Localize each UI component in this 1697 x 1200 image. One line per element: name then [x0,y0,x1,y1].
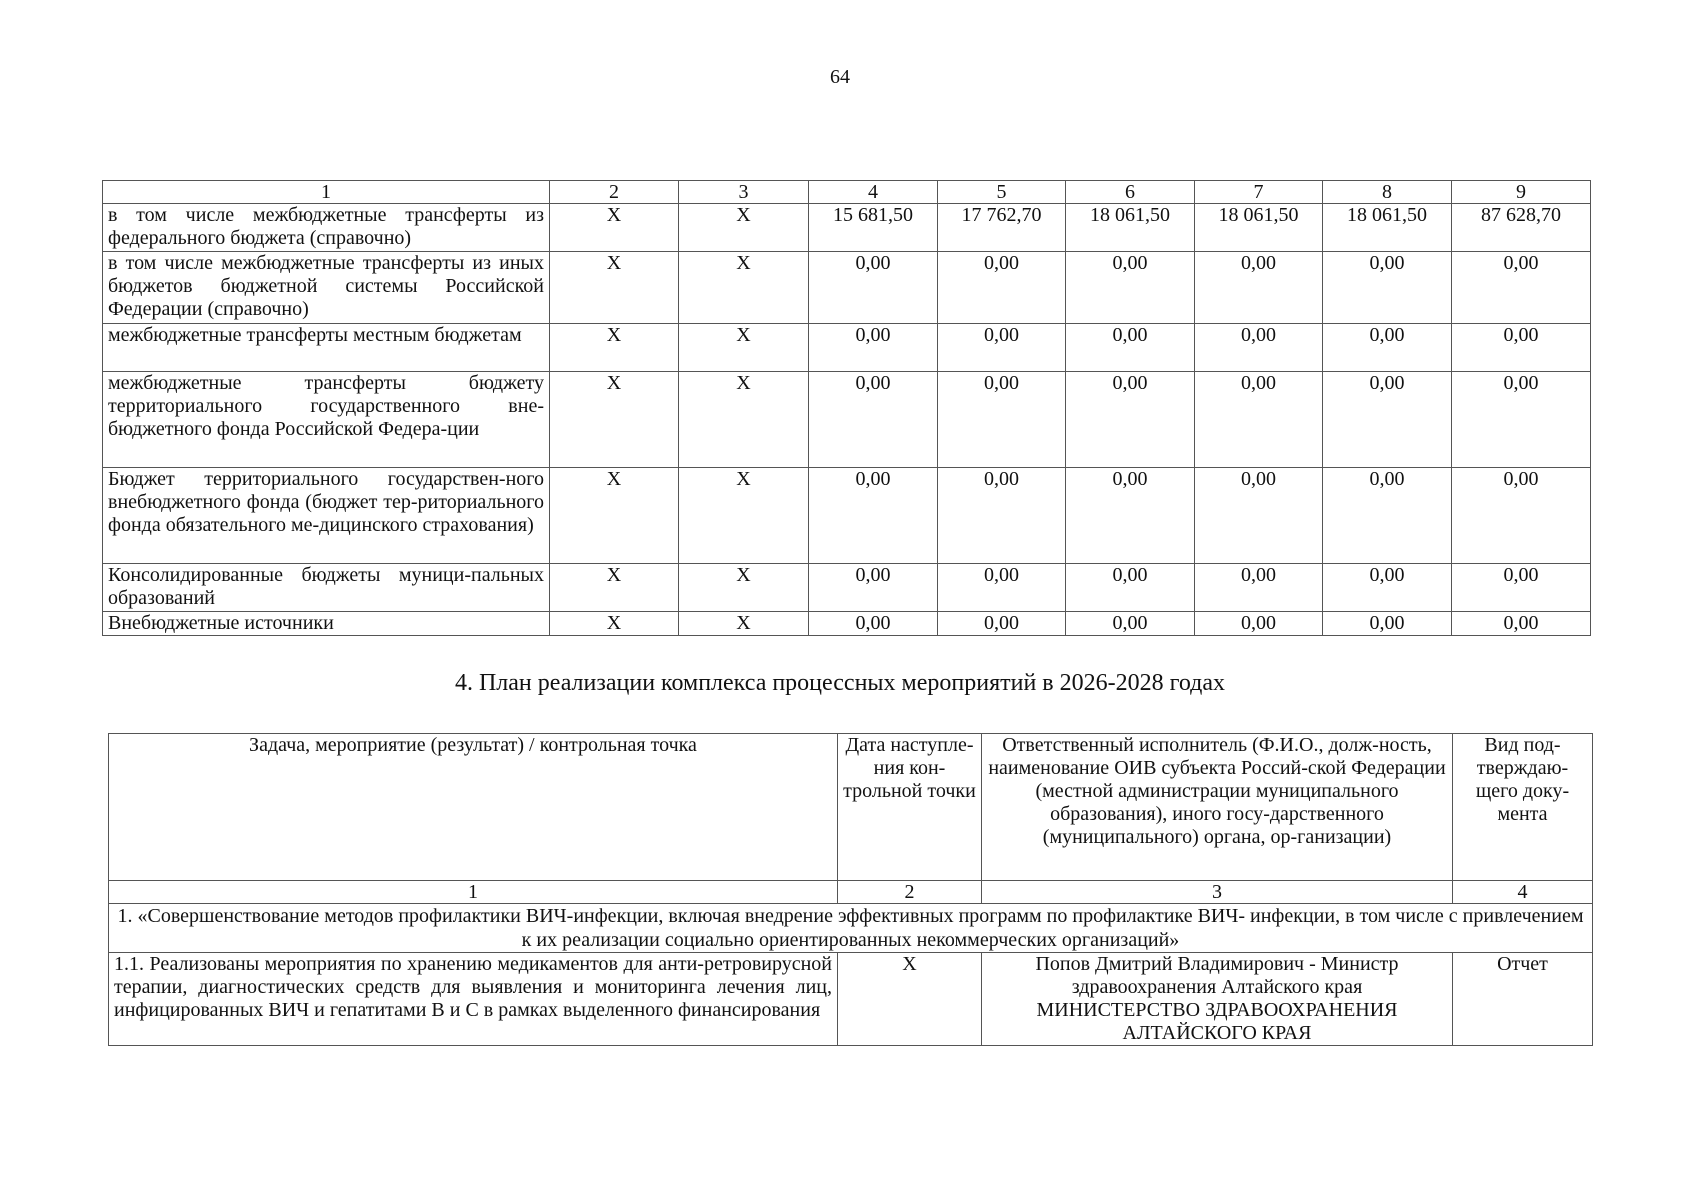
column-number: 4 [1453,881,1593,904]
cell-value: 0,00 [1066,324,1195,372]
cell-mark: X [679,324,809,372]
cell-mark: X [550,324,679,372]
row-label: межбюджетные трансферты местным бюджетам [103,324,550,372]
cell-value: 18 061,50 [1066,204,1195,252]
finance-table [102,180,1591,636]
cell-value: 0,00 [809,324,938,372]
cell-value: 15 681,50 [809,204,938,252]
plan-table [108,733,1593,1046]
table-row [103,468,1591,564]
table-row [103,324,1591,372]
header-document: Вид под-тверждаю-щего доку-мента [1453,734,1593,881]
column-number: 2 [838,881,982,904]
finance-column-number-row [103,181,1591,204]
column-number: 8 [1323,181,1452,204]
cell-value: 0,00 [938,564,1066,612]
cell-value: 0,00 [1066,252,1195,324]
cell-mark: X [679,612,809,636]
cell-value: 0,00 [1195,564,1323,612]
page-number: 64 [830,66,850,88]
column-number: 2 [550,181,679,204]
document-cell: Отчет [1453,953,1593,1046]
column-number: 5 [938,181,1066,204]
cell-value: 0,00 [1452,564,1591,612]
cell-value: 0,00 [938,612,1066,636]
column-number: 7 [1195,181,1323,204]
cell-value: 0,00 [1323,372,1452,468]
cell-mark: X [679,564,809,612]
cell-value: 0,00 [1323,564,1452,612]
cell-value: 0,00 [1195,372,1323,468]
cell-value: 0,00 [938,252,1066,324]
column-number: 9 [1452,181,1591,204]
activity-cell: 1.1. Реализованы мероприятия по хранению медикаментов для анти-ретровирусной терапии, диагностических средств для выявления и мониторинга лечения лиц, инфицированных ВИЧ и гепатитами В и С в рамках выделенного финансирования [109,953,838,1046]
cell-value: 0,00 [809,564,938,612]
task-row [109,904,1593,953]
cell-mark: X [550,468,679,564]
row-label: межбюджетные трансферты бюджету территориального государственного вне-бюджетного фонда Российской Федера-ции [103,372,550,468]
column-number: 1 [103,181,550,204]
column-number: 1 [109,881,838,904]
cell-value: 0,00 [1323,324,1452,372]
table-row [103,252,1591,324]
row-label: Внебюджетные источники [103,612,550,636]
cell-value: 0,00 [809,252,938,324]
task-title: 1. «Совершенствование методов профилактики ВИЧ-инфекции, включая внедрение эффективных программ по профилактике ВИЧ- инфекции, в том числе с привлечением к их реализации социально ориентированных некоммерческих организаций» [109,904,1593,953]
cell-value: 0,00 [1323,612,1452,636]
column-number: 6 [1066,181,1195,204]
cell-value: 0,00 [1066,564,1195,612]
cell-value: 0,00 [1323,252,1452,324]
cell-mark: X [550,204,679,252]
row-label: Бюджет территориального государствен-ного внебюджетного фонда (бюджет тер-риториального фонда обязательного ме-дицинского страхования) [103,468,550,564]
table-row [103,372,1591,468]
cell-value: 0,00 [1195,612,1323,636]
cell-value: 0,00 [809,468,938,564]
cell-mark: X [679,252,809,324]
cell-value: 0,00 [1452,252,1591,324]
header-responsible: Ответственный исполнитель (Ф.И.О., долж-ность, наименование ОИВ субъекта Россий-ской Федерации (местной администрации муниципального образования), иного госу-дарственного (муниципального) органа, ор-ганизации) [982,734,1453,881]
cell-value: 0,00 [1195,468,1323,564]
cell-value: 0,00 [938,324,1066,372]
cell-value: 0,00 [1066,372,1195,468]
responsible-person: Попов Дмитрий Владимирович - Министр здравоохранения Алтайского края [1035,953,1399,998]
cell-value: 0,00 [938,468,1066,564]
row-label: в том числе межбюджетные трансферты из федерального бюджета (справочно) [103,204,550,252]
cell-value: 0,00 [1452,468,1591,564]
cell-value: 18 061,50 [1323,204,1452,252]
table-row [109,953,1593,1046]
cell-value: 18 061,50 [1195,204,1323,252]
plan-column-number-row [109,881,1593,904]
row-label: Консолидированные бюджеты муници-пальных образований [103,564,550,612]
header-task: Задача, мероприятие (результат) / контрольная точка [109,734,838,881]
cell-value: 0,00 [1195,252,1323,324]
cell-value: 17 762,70 [938,204,1066,252]
cell-value: 0,00 [1066,468,1195,564]
cell-mark: X [679,372,809,468]
cell-value: 0,00 [1323,468,1452,564]
date-cell: X [838,953,982,1046]
cell-value: 0,00 [1066,612,1195,636]
table-row [103,564,1591,612]
cell-value: 0,00 [1452,324,1591,372]
cell-mark: X [550,252,679,324]
column-number: 3 [982,881,1453,904]
table-row [103,612,1591,636]
cell-value: 0,00 [809,372,938,468]
cell-mark: X [550,372,679,468]
responsible-organization: МИНИСТЕРСТВО ЗДРАВООХРАНЕНИЯ АЛТАЙСКОГО КРАЯ [1036,999,1398,1044]
section-heading: 4. План реализации комплекса процессных мероприятий в 2026-2028 годах [454,670,1226,696]
cell-value: 0,00 [809,612,938,636]
cell-value: 87 628,70 [1452,204,1591,252]
plan-header-row [109,734,1593,881]
column-number: 4 [809,181,938,204]
cell-value: 0,00 [1452,612,1591,636]
cell-value: 0,00 [1195,324,1323,372]
cell-mark: X [679,468,809,564]
cell-mark: X [550,612,679,636]
column-number: 3 [679,181,809,204]
cell-value: 0,00 [1452,372,1591,468]
responsible-cell [982,953,1453,1046]
table-row [103,204,1591,252]
cell-value: 0,00 [938,372,1066,468]
header-date: Дата наступле-ния кон-трольной точки [838,734,982,881]
row-label: в том числе межбюджетные трансферты из иных бюджетов бюджетной системы Российской Федерации (справочно) [103,252,550,324]
cell-mark: X [550,564,679,612]
cell-mark: X [679,204,809,252]
